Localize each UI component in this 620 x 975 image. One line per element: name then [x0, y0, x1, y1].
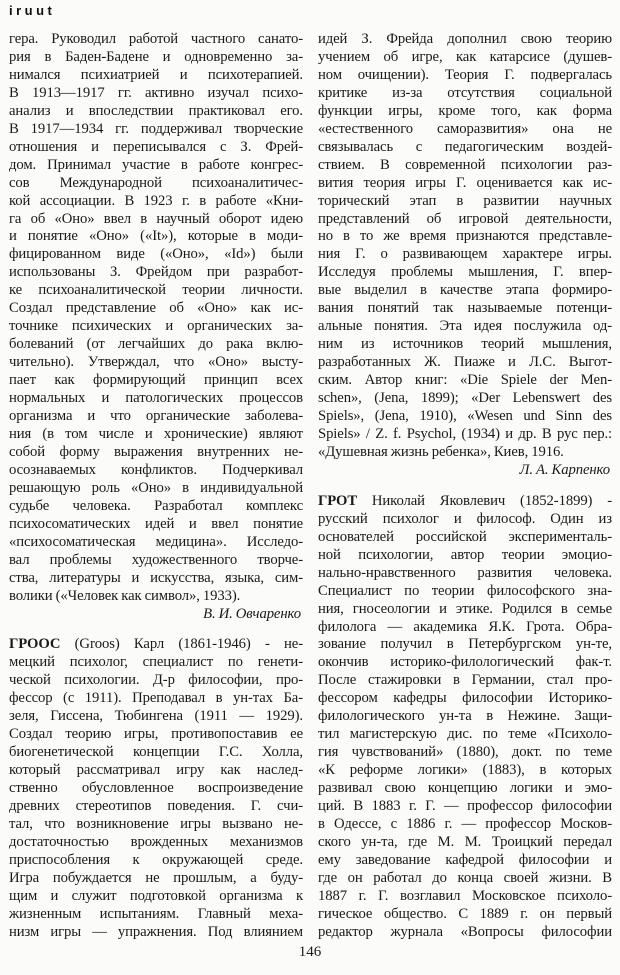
text-line: анализ и впоследствии практиковал его.: [9, 102, 303, 119]
running-head: iruut: [9, 3, 56, 18]
text-line: разработанных Ж. Пиаже и Л.С. Выгот-: [318, 354, 612, 371]
text-line: филолога — академика Я.К. Грота. Обра-: [318, 618, 612, 635]
text-line: но в то же время признаются представле-: [318, 228, 612, 245]
author-byline: Л. А. Карпенко: [519, 461, 610, 478]
text-line: «К реформе логики» (1883), в которых: [318, 762, 612, 779]
text-line: ния, гносеологии и этике. Родился в семье: [318, 600, 612, 617]
text-line: окончив историко-филологический фак-т.: [318, 654, 612, 671]
text-line: Создал представление об «Оно» как ис-: [9, 300, 303, 317]
text-line: Специалист по теории философского зна-: [318, 582, 612, 599]
column-left: [9, 31, 303, 942]
text-line: мецкий психолог, специалист по генети-: [9, 654, 303, 671]
text-line: биогенетической концепции Г.С. Холла,: [9, 744, 303, 761]
text-line: волики («Человек как символ», 1933).: [9, 587, 241, 604]
text-line: представлений об игровой деятельности,: [318, 210, 612, 227]
text-line: основателей российской эксперименталь-: [318, 528, 612, 545]
text-line: сов Международной психоаналитичес-: [9, 174, 303, 191]
text-line: судьбе человека. Разработал комплекс: [9, 497, 303, 514]
text-line: ему заведование кафедрой философии и: [318, 851, 612, 868]
text-line: Исследуя проблемы мышления, Г. впер-: [318, 264, 612, 281]
entry-first-line-rest: (Groos) Карл (1861-1946) - не-: [60, 636, 303, 653]
text-line: психосоматических идей и ввел понятие: [9, 515, 303, 532]
page-number: 146: [298, 944, 322, 960]
author-byline: В. И. Овчаренко: [203, 605, 301, 622]
text-line: ствием. В современной психологии раз-: [318, 156, 612, 173]
text-line: ского ун-та, где М. М. Троицкий передал: [318, 833, 612, 850]
text-line: schen», (Jena, 1899); «Der Lebenswert des: [318, 390, 612, 407]
paragraph: [318, 31, 612, 462]
text-line: решающую роль «Оно» в индивидуальной: [9, 479, 303, 496]
text-line: [9, 636, 303, 654]
text-line: отношения и переписывался с З. Фрей-: [9, 138, 303, 155]
text-line: зеля, Гиссена, Тюбингена (1911 — 1929).: [9, 708, 303, 725]
text-line: вые выделил в качестве этапа формиро-: [318, 282, 612, 299]
text-line: гия чувствований» (1880), докт. по теме: [318, 744, 612, 761]
entry-first-line-rest: Николай Яковлевич (1852-1899) -: [357, 492, 612, 509]
text-line: низм игры — упражнения. Под влиянием: [9, 923, 303, 940]
text-line: собой форму выражения внутренних не-: [9, 443, 303, 460]
text-line: гическое общество. С 1889 г. он первый: [318, 905, 612, 922]
text-line: развивал свою концепцию логики и эмо-: [318, 780, 612, 797]
text-line: После стажировки в Германии, стал про-: [318, 672, 612, 689]
text-line: болеваний (от легчайших до рака вклю-: [9, 336, 303, 353]
text-line: в Одессе, с 1886 г. — профессор Москов-: [318, 815, 612, 832]
text-line: жизненным испытаниям. Главный меха-: [9, 905, 303, 922]
text-line: кой ассоциации. В 1923 г. в работе «Кни-: [9, 192, 303, 209]
text-line: фицированном виде («Оно», «Id») были: [9, 246, 303, 263]
dictionary-entry: [9, 636, 303, 941]
text-line: достаточностью врожденных механизмов: [9, 833, 303, 850]
text-line: тил магистерскую дис. по теме «Психоло-: [318, 726, 612, 743]
text-line: В 1917—1934 гг. поддерживал творческие: [9, 120, 303, 137]
text-line: критике из-за отсутствия социальной: [318, 84, 612, 101]
text-line: Spiels», (Jena, 1910), «Wesen und Sinn des: [318, 408, 612, 425]
text-line: Создал теорию игры, противопоставив ее: [9, 726, 303, 743]
text-line: пает как формирующий принцип всех: [9, 372, 303, 389]
text-line: осознаваемых конфликтов. Подчеркивал: [9, 461, 303, 478]
text-line: зование получил в Петербургском ун-те,: [318, 636, 612, 653]
text-line: гера. Руководил работой частного санато-: [9, 31, 303, 47]
text-line: использованы З. Фрейдом при разработ-: [9, 264, 303, 281]
text-line: вал проблемы художественного творче-: [9, 551, 303, 568]
text-line: приспособления к окружающей среде.: [9, 851, 303, 868]
text-line: ном очищении). Теория Г. подвергалась: [318, 66, 612, 83]
text-line: идей З. Фрейда дополнил свою теорию: [318, 31, 612, 47]
paragraph: [9, 31, 303, 606]
text-line: «естественного саморазвития» она не: [318, 120, 612, 137]
text-line: точнике психических и органических за-: [9, 318, 303, 335]
text-line: «психосоматическая медицина». Исследо-: [9, 533, 303, 550]
text-line: альные понятия. Эта идея послужила од-: [318, 318, 612, 335]
text-line: связывалась с педагогическим воздей-: [318, 138, 612, 155]
text-line: ским. Автор книг: «Die Spiele der Men-: [318, 372, 612, 389]
text-line: функции игры, кроме того, как форма: [318, 102, 612, 119]
text-line: который рассматривал игру как наслед-: [9, 762, 303, 779]
text-line: филологического ун-та в Нежине. Защи-: [318, 708, 612, 725]
text-line: ним из источников теорий мышления,: [318, 336, 612, 353]
text-line: где он работал до конца своей жизни. В: [318, 869, 612, 886]
column-right: [318, 31, 612, 942]
text-line: тал, что возникновение игры вызвано не-: [9, 815, 303, 832]
text-line: русский психолог и философ. Один из: [318, 510, 612, 527]
text-line: учением об игре, как катарсисе (душев-: [318, 48, 612, 65]
text-line: ной психологии, автор теории эмоцио-: [318, 546, 612, 563]
text-line: фессором кафедры философии Историко-: [318, 690, 612, 707]
text-line: рия в Баден-Бадене и одновременно за-: [9, 48, 303, 65]
text-line: нально-нравственного развития человека.: [318, 564, 612, 581]
text-line: и понятие «Оно» («It»), которые в моди-: [9, 228, 303, 245]
text-line: ственно обусловленное воспроизведение: [9, 780, 303, 797]
text-line: дом. Принимал участие в работе конгрес-: [9, 156, 303, 173]
text-line: ций. В 1883 г. Г. — профессор философии: [318, 798, 612, 815]
text-line: чительно). Утверждал, что «Оно» высту-: [9, 354, 303, 371]
text-line: ства, литературы и искусства, языка, сим-: [9, 569, 303, 586]
text-line: «Душевная жизнь ребенка», Киев, 1916.: [318, 443, 564, 460]
text-line: ния Г. о развивающем характере игры.: [318, 246, 612, 263]
text-line: В 1913—1917 гг. активно изучал психо-: [9, 84, 303, 101]
dictionary-entry: [318, 493, 612, 942]
text-line: ческой психологии. Д-р философии, про-: [9, 672, 303, 689]
text-line: нимался психиатрией и психотерапией.: [9, 66, 303, 83]
text-line: Игра побуждается не прошлым, а буду-: [9, 869, 303, 886]
text-line: ния (в том числе и хронические) являют: [9, 425, 303, 442]
text-line: нормальных и патологических процессов: [9, 390, 303, 407]
text-line: древних стереотипов поведения. Г. счи-: [9, 798, 303, 815]
text-line: торический этап в развитии научных: [318, 192, 612, 209]
text-line: 1887 г. Г. возглавил Московское психоло-: [318, 887, 612, 904]
text-columns: [9, 31, 612, 942]
text-line: организма и что органические заболева-: [9, 408, 303, 425]
text-line: щим и служит подготовкой организма к: [9, 887, 303, 904]
text-line: [318, 493, 612, 511]
text-line: вития теория игры Г. оценивается как ис-: [318, 174, 612, 191]
text-line: ке психоаналитической теории личности.: [9, 282, 303, 299]
text-line: Spiels» / Z. f. Psychol, (1934) и др. В рус пер.:: [318, 425, 612, 442]
text-line: редактор журнала «Вопросы философии: [318, 923, 612, 940]
entry-headword: ГРООС: [9, 636, 61, 653]
entry-headword: ГРОТ: [318, 492, 358, 509]
text-line: вания понятий так называемые потенци-: [318, 300, 612, 317]
text-line: га об «Оно» ввел в научный оборот идею: [9, 210, 303, 227]
text-line: фессор (с 1911). Преподавал в ун-тах Ба-: [9, 690, 303, 707]
